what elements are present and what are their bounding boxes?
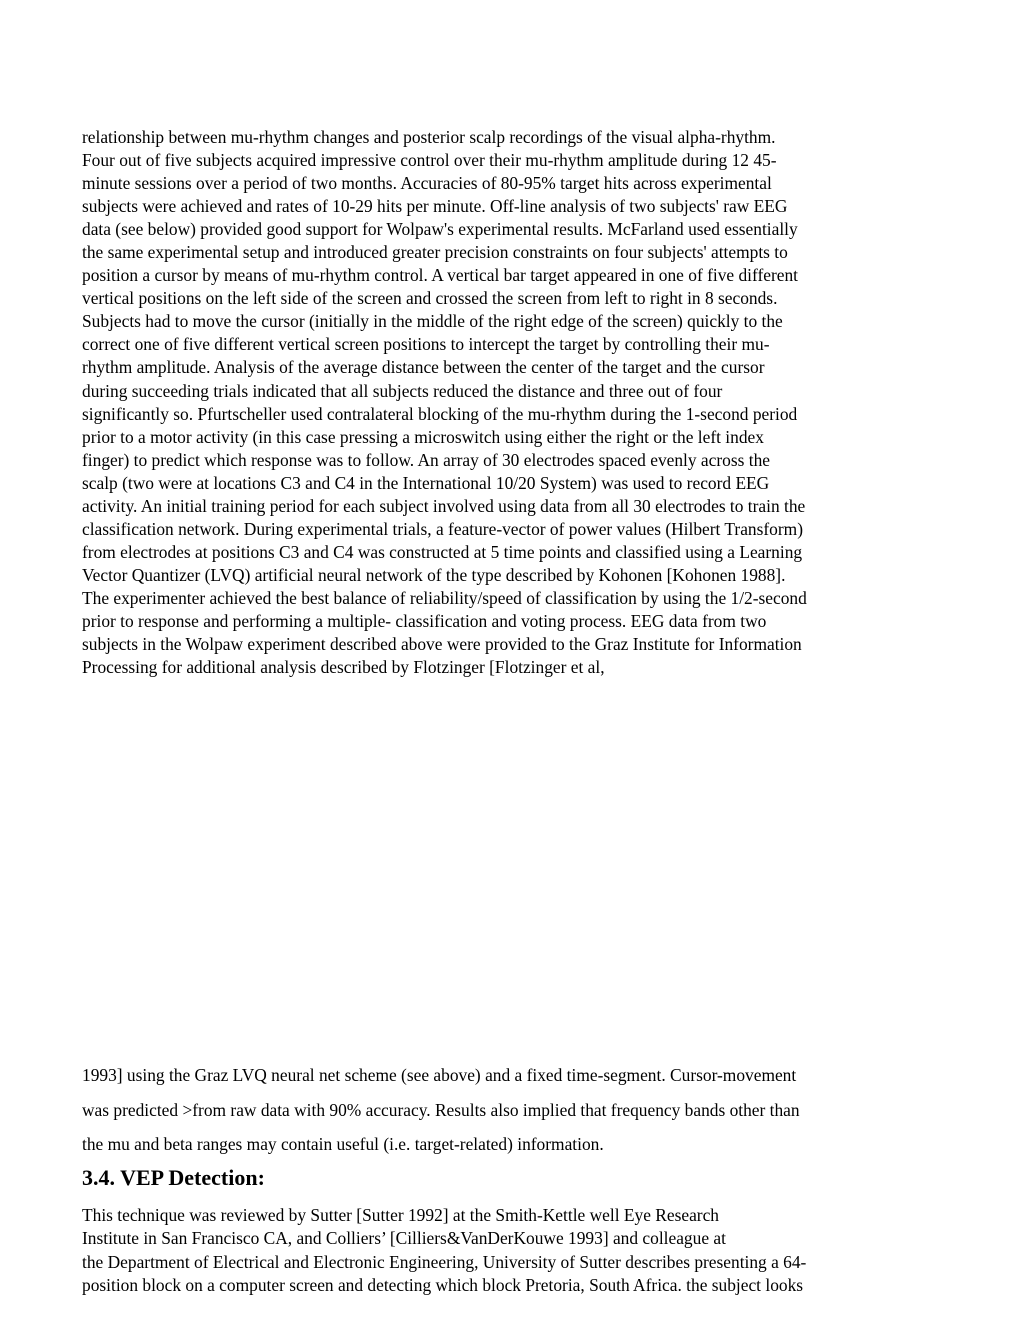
text-line: classification network. During experimental trials, a feature-vector of power values (Hilbert Transform) bbox=[82, 518, 803, 539]
text-line: scalp (two were at locations C3 and C4 in the International 10/20 System) was used to record EEG bbox=[82, 472, 770, 493]
text-line: the Department of Electrical and Electronic Engineering, University of Sutter describes presenting a 64- bbox=[82, 1251, 807, 1272]
text-line: position a cursor by means of mu-rhythm control. A vertical bar target appeared in one of five different bbox=[82, 265, 799, 286]
text-line: Subjects had to move the cursor (initially in the middle of the right edge of the screen) quickly to the bbox=[82, 311, 783, 332]
text-line: Vector Quantizer (LVQ) artificial neural network of the type described by Kohonen [Kohonen 1988]. bbox=[82, 564, 786, 585]
text-line: vertical positions on the left side of the screen and crossed the screen from left to right in 8 seconds. bbox=[82, 288, 778, 309]
body-paragraph-mu-rhythm bbox=[82, 126, 942, 679]
text-line: rhythm amplitude. Analysis of the average distance between the center of the target and the cursor bbox=[82, 357, 765, 378]
text-line: This technique was reviewed by Sutter [Sutter 1992] at the Smith-Kettle well Eye Research bbox=[82, 1205, 719, 1225]
text-line: during succeeding trials indicated that all subjects reduced the distance and three out of four bbox=[82, 380, 723, 401]
text-line: prior to response and performing a multiple- classification and voting process. EEG data from two bbox=[82, 610, 767, 631]
text-line: finger) to predict which response was to follow. An array of 30 electrodes spaced evenly across the bbox=[82, 449, 770, 470]
text-line: prior to a motor activity (in this case pressing a microswitch using either the right or the left index bbox=[82, 426, 764, 447]
text-line: subjects in the Wolpaw experiment described above were provided to the Graz Institute for Information bbox=[82, 634, 802, 655]
text-line: The experimenter achieved the best balance of reliability/speed of classification by using the 1/2-second bbox=[82, 587, 807, 608]
text-line: minute sessions over a period of two months. Accuracies of 80-95% target hits across experimental bbox=[82, 173, 772, 194]
body-paragraph-graz-lvq bbox=[82, 1058, 942, 1162]
text-line: position block on a computer screen and detecting which block Pretoria, South Africa. the subject looks bbox=[82, 1274, 804, 1295]
section-heading: 3.4. VEP Detection: bbox=[82, 1165, 265, 1190]
text-line: Processing for additional analysis described by Flotzinger [Flotzinger et al, bbox=[82, 657, 605, 678]
text-line: the same experimental setup and introduced greater precision constraints on four subjects' attempts to bbox=[82, 242, 788, 263]
text-line: the mu and beta ranges may contain useful (i.e. target-related) information. bbox=[82, 1134, 604, 1154]
text-line: correct one of five different vertical screen positions to intercept the target by controlling their mu- bbox=[82, 334, 770, 355]
text-line: significantly so. Pfurtscheller used contralateral blocking of the mu-rhythm during the 1-second period bbox=[82, 403, 798, 424]
body-paragraph-vep-detection bbox=[82, 1204, 942, 1297]
text-line: 1993] using the Graz LVQ neural net scheme (see above) and a fixed time-segment. Cursor-movement bbox=[82, 1065, 797, 1085]
text-line: activity. An initial training period for each subject involved using data from all 30 electrodes to train the bbox=[82, 495, 806, 516]
text-line: relationship between mu-rhythm changes and posterior scalp recordings of the visual alpha-rhythm. bbox=[82, 127, 776, 147]
text-line: was predicted >from raw data with 90% accuracy. Results also implied that frequency bands other than bbox=[82, 1099, 800, 1120]
text-line: data (see below) provided good support for Wolpaw's experimental results. McFarland used essentially bbox=[82, 219, 798, 240]
text-line: from electrodes at positions C3 and C4 was constructed at 5 time points and classified using a Learning bbox=[82, 541, 803, 562]
text-line: subjects were achieved and rates of 10-29 hits per minute. Off-line analysis of two subjects' raw EEG bbox=[82, 196, 788, 217]
text-line: Institute in San Francisco CA, and Colliers’ [Cilliers&VanDerKouwe 1993] and colleague at bbox=[82, 1228, 726, 1249]
text-line: Four out of five subjects acquired impressive control over their mu-rhythm amplitude during 12 45- bbox=[82, 150, 777, 171]
